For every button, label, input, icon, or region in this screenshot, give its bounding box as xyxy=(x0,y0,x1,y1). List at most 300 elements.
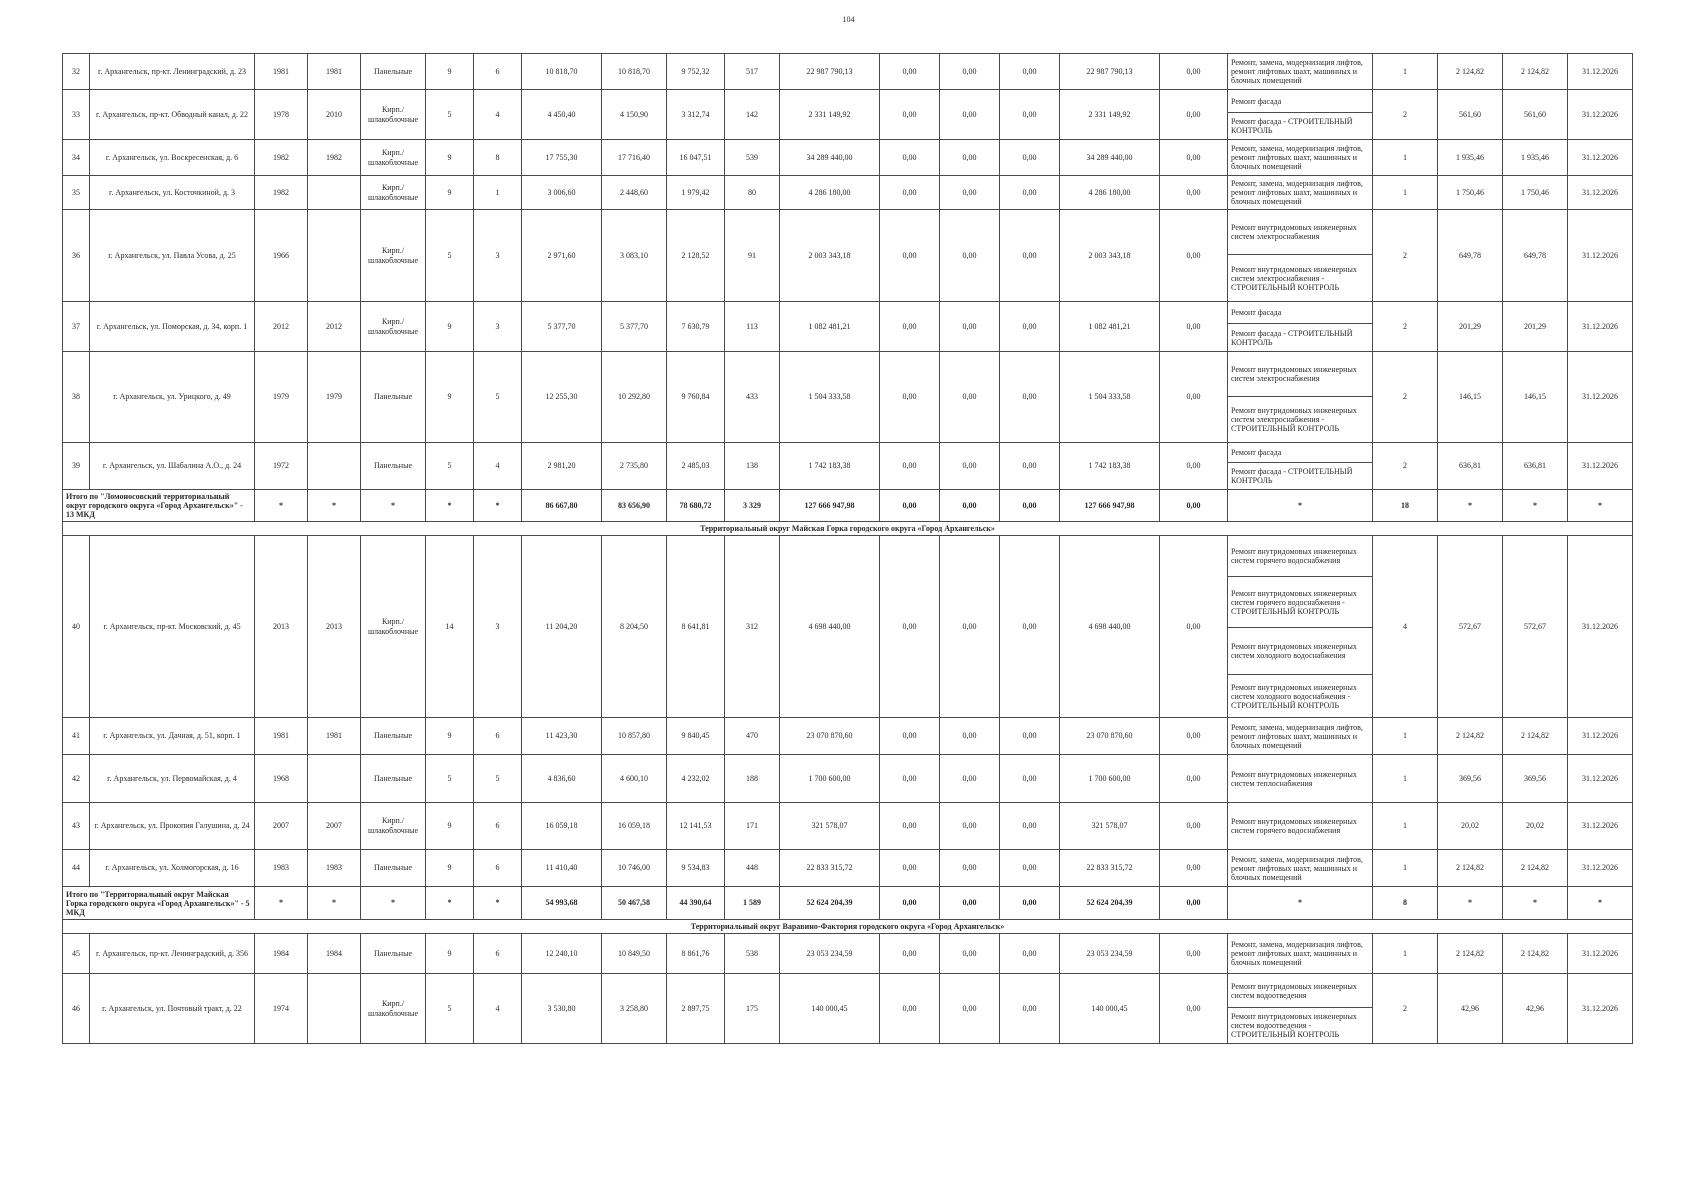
residents-cell: 433 xyxy=(725,352,780,443)
table-row xyxy=(63,176,1633,210)
n-works-cell: 1 xyxy=(1373,803,1438,850)
area-total-cell: 11 410,40 xyxy=(522,850,602,887)
unit-cost-cell: 1 935,46 xyxy=(1438,140,1503,176)
fund-c-cell: 0,00 xyxy=(1000,718,1060,755)
address-cell: г. Архангельск, ул. Косточкиной, д. 3 xyxy=(90,176,255,210)
n-works-cell: 8 xyxy=(1373,887,1438,920)
floors-cell: 5 xyxy=(426,755,474,803)
work-type-cell: Ремонт, замена, модернизация лифтов, ремонт лифтовых шахт, машинных и блочных помещений xyxy=(1228,140,1373,176)
fund-c-cell: 0,00 xyxy=(1000,974,1060,1044)
deadline-cell: 31.12.2026 xyxy=(1568,718,1633,755)
cost-other-cell: 0,00 xyxy=(1160,803,1228,850)
year-built-cell: 1981 xyxy=(255,718,308,755)
unit-cost-cell: 2 124,82 xyxy=(1438,934,1503,974)
cost-other-cell: 0,00 xyxy=(1160,718,1228,755)
residents-cell: 1 589 xyxy=(725,887,780,920)
floors-cell: 9 xyxy=(426,934,474,974)
fund-b-cell: 0,00 xyxy=(940,90,1000,140)
capital-repair-register-table xyxy=(62,53,1633,1044)
address-cell: г. Архангельск, ул. Поморская, д. 34, корп. 1 xyxy=(90,302,255,352)
deadline-cell: 31.12.2026 xyxy=(1568,974,1633,1044)
unit-max-cell: 146,15 xyxy=(1503,352,1568,443)
cost-owner-cell: 4 698 440,00 xyxy=(1060,536,1160,718)
cost-other-cell: 0,00 xyxy=(1160,934,1228,974)
cost-total-cell: 127 666 947,98 xyxy=(780,490,880,522)
deadline-cell: 31.12.2026 xyxy=(1568,934,1633,974)
wall-cell: Панельные xyxy=(361,54,426,90)
fund-a-cell: 0,00 xyxy=(880,850,940,887)
floors-cell: 14 xyxy=(426,536,474,718)
work-type-cell: Ремонт, замена, модернизация лифтов, ремонт лифтовых шахт, машинных и блочных помещений xyxy=(1228,54,1373,90)
cost-other-cell: 0,00 xyxy=(1160,176,1228,210)
fund-a-cell: 0,00 xyxy=(880,302,940,352)
unit-max-cell: 20,02 xyxy=(1503,803,1568,850)
fund-a-cell: 0,00 xyxy=(880,974,940,1044)
table-row xyxy=(63,803,1633,850)
fund-b-cell: 0,00 xyxy=(940,443,1000,490)
fund-a-cell: 0,00 xyxy=(880,803,940,850)
floors-cell: 9 xyxy=(426,54,474,90)
residents-cell: 113 xyxy=(725,302,780,352)
table-row xyxy=(63,974,1633,1008)
address-cell: г. Архангельск, пр-кт. Ленинградский, д. 356 xyxy=(90,934,255,974)
row-number: 43 xyxy=(63,803,90,850)
area-all-cell: 10 292,80 xyxy=(602,352,667,443)
entrances-cell: 4 xyxy=(474,974,522,1044)
year-reno-cell xyxy=(308,210,361,302)
wall-cell: Кирп./шлакоблочные xyxy=(361,210,426,302)
cost-other-cell: 0,00 xyxy=(1160,850,1228,887)
fund-a-cell: 0,00 xyxy=(880,90,940,140)
cost-total-cell: 2 331 149,92 xyxy=(780,90,880,140)
n-works-cell: 1 xyxy=(1373,755,1438,803)
address-cell: г. Архангельск, пр-кт. Московский, д. 45 xyxy=(90,536,255,718)
unit-cost-cell: 561,60 xyxy=(1438,90,1503,140)
unit-cost-cell: 20,02 xyxy=(1438,803,1503,850)
wall-cell: Панельные xyxy=(361,443,426,490)
n-works-cell: 2 xyxy=(1373,443,1438,490)
unit-cost-cell: * xyxy=(1438,887,1503,920)
cost-total-cell: 1 504 333,58 xyxy=(780,352,880,443)
address-cell: г. Архангельск, ул. Дачная, д. 51, корп. 1 xyxy=(90,718,255,755)
cost-total-cell: 2 003 343,18 xyxy=(780,210,880,302)
year-built-cell: 1982 xyxy=(255,140,308,176)
unit-max-cell: 561,60 xyxy=(1503,90,1568,140)
wall-cell: Панельные xyxy=(361,934,426,974)
year-reno-cell xyxy=(308,176,361,210)
fund-a-cell: 0,00 xyxy=(880,755,940,803)
fund-b-cell: 0,00 xyxy=(940,803,1000,850)
area-total-cell: 4 450,40 xyxy=(522,90,602,140)
cost-owner-cell: 23 070 870,60 xyxy=(1060,718,1160,755)
area-living-cell: 9 752,32 xyxy=(667,54,725,90)
unit-max-cell: 2 124,82 xyxy=(1503,934,1568,974)
page-number: 104 xyxy=(842,15,855,24)
work-type-cell: Ремонт фасада - СТРОИТЕЛЬНЫЙ КОНТРОЛЬ xyxy=(1228,113,1373,140)
n-works-cell: 2 xyxy=(1373,302,1438,352)
register-body xyxy=(63,54,1633,1044)
cost-owner-cell: 1 082 481,21 xyxy=(1060,302,1160,352)
wall-cell: Кирп./шлакоблочные xyxy=(361,90,426,140)
fund-b-cell: 0,00 xyxy=(940,140,1000,176)
year-reno-cell: * xyxy=(308,887,361,920)
cost-total-cell: 22 987 790,13 xyxy=(780,54,880,90)
address-cell: г. Архангельск, пр-кт. Ленинградский, д. 23 xyxy=(90,54,255,90)
row-number: 35 xyxy=(63,176,90,210)
cost-other-cell: 0,00 xyxy=(1160,352,1228,443)
area-total-cell: 11 423,30 xyxy=(522,718,602,755)
work-type-cell: Ремонт фасада - СТРОИТЕЛЬНЫЙ КОНТРОЛЬ xyxy=(1228,324,1373,352)
table-row xyxy=(63,536,1633,577)
address-cell: г. Архангельск, ул. Павла Усова, д. 25 xyxy=(90,210,255,302)
floors-cell: 9 xyxy=(426,803,474,850)
fund-c-cell: 0,00 xyxy=(1000,755,1060,803)
deadline-cell: 31.12.2026 xyxy=(1568,302,1633,352)
year-reno-cell: 1984 xyxy=(308,934,361,974)
year-reno-cell: 1981 xyxy=(308,718,361,755)
cost-total-cell: 23 053 234,59 xyxy=(780,934,880,974)
fund-a-cell: 0,00 xyxy=(880,352,940,443)
area-all-cell: 10 818,70 xyxy=(602,54,667,90)
fund-a-cell: 0,00 xyxy=(880,210,940,302)
year-reno-cell xyxy=(308,974,361,1044)
wall-cell: Кирп./шлакоблочные xyxy=(361,803,426,850)
area-total-cell: 2 981,20 xyxy=(522,443,602,490)
area-all-cell: 10 857,80 xyxy=(602,718,667,755)
fund-c-cell: 0,00 xyxy=(1000,887,1060,920)
deadline-cell: 31.12.2026 xyxy=(1568,803,1633,850)
n-works-cell: 1 xyxy=(1373,176,1438,210)
deadline-cell: * xyxy=(1568,490,1633,522)
cost-total-cell: 52 624 204,39 xyxy=(780,887,880,920)
total-label: Итого по "Территориальный округ Майская Горка городского округа «Город Архангельск»" - 5 МКД xyxy=(63,887,255,920)
row-number: 41 xyxy=(63,718,90,755)
fund-b-cell: 0,00 xyxy=(940,718,1000,755)
cost-owner-cell: 321 578,07 xyxy=(1060,803,1160,850)
cost-other-cell: 0,00 xyxy=(1160,974,1228,1044)
row-number: 34 xyxy=(63,140,90,176)
year-built-cell: 2007 xyxy=(255,803,308,850)
floors-cell: 5 xyxy=(426,90,474,140)
unit-max-cell: 369,56 xyxy=(1503,755,1568,803)
area-total-cell: 12 240,10 xyxy=(522,934,602,974)
wall-cell: Панельные xyxy=(361,718,426,755)
floors-cell: 9 xyxy=(426,176,474,210)
cost-other-cell: 0,00 xyxy=(1160,887,1228,920)
fund-b-cell: 0,00 xyxy=(940,974,1000,1044)
unit-max-cell: 1 750,46 xyxy=(1503,176,1568,210)
row-number: 39 xyxy=(63,443,90,490)
area-all-cell: 50 467,58 xyxy=(602,887,667,920)
address-cell: г. Архангельск, ул. Первомайская, д. 4 xyxy=(90,755,255,803)
fund-b-cell: 0,00 xyxy=(940,176,1000,210)
cost-owner-cell: 22 987 790,13 xyxy=(1060,54,1160,90)
year-built-cell: 1983 xyxy=(255,850,308,887)
work-type-cell: Ремонт внутридомовых инженерных систем теплоснабжения xyxy=(1228,755,1373,803)
deadline-cell: 31.12.2026 xyxy=(1568,352,1633,443)
wall-cell: Панельные xyxy=(361,352,426,443)
cost-other-cell: 0,00 xyxy=(1160,140,1228,176)
cost-other-cell: 0,00 xyxy=(1160,54,1228,90)
unit-max-cell: 2 124,82 xyxy=(1503,850,1568,887)
year-built-cell: 2012 xyxy=(255,302,308,352)
area-total-cell: 12 255,30 xyxy=(522,352,602,443)
area-total-cell: 5 377,70 xyxy=(522,302,602,352)
district-header-row xyxy=(63,522,1633,536)
wall-cell: Кирп./шлакоблочные xyxy=(361,536,426,718)
fund-a-cell: 0,00 xyxy=(880,934,940,974)
wall-cell: Панельные xyxy=(361,755,426,803)
area-all-cell: 3 258,80 xyxy=(602,974,667,1044)
address-cell: г. Архангельск, ул. Урицкого, д. 49 xyxy=(90,352,255,443)
fund-c-cell: 0,00 xyxy=(1000,90,1060,140)
residents-cell: 80 xyxy=(725,176,780,210)
area-living-cell: 2 128,52 xyxy=(667,210,725,302)
cost-other-cell: 0,00 xyxy=(1160,302,1228,352)
total-row xyxy=(63,490,1633,522)
deadline-cell: 31.12.2026 xyxy=(1568,140,1633,176)
cost-total-cell: 1 082 481,21 xyxy=(780,302,880,352)
cost-total-cell: 321 578,07 xyxy=(780,803,880,850)
area-living-cell: 9 534,83 xyxy=(667,850,725,887)
cost-other-cell: 0,00 xyxy=(1160,536,1228,718)
floors-cell: 9 xyxy=(426,140,474,176)
area-living-cell: 2 485,03 xyxy=(667,443,725,490)
district-header-row xyxy=(63,920,1633,934)
cost-total-cell: 140 000,45 xyxy=(780,974,880,1044)
area-living-cell: 3 312,74 xyxy=(667,90,725,140)
floors-cell: 9 xyxy=(426,302,474,352)
year-built-cell: 1984 xyxy=(255,934,308,974)
work-type-cell: Ремонт внутридомовых инженерных систем водоотведения xyxy=(1228,974,1373,1008)
wall-cell: Кирп./шлакоблочные xyxy=(361,176,426,210)
table-row xyxy=(63,302,1633,324)
wall-cell: * xyxy=(361,887,426,920)
work-type-cell: Ремонт, замена, модернизация лифтов, ремонт лифтовых шахт, машинных и блочных помещений xyxy=(1228,718,1373,755)
fund-b-cell: 0,00 xyxy=(940,352,1000,443)
address-cell: г. Архангельск, ул. Прокопия Галушина, д. 24 xyxy=(90,803,255,850)
work-type-cell: Ремонт фасада - СТРОИТЕЛЬНЫЙ КОНТРОЛЬ xyxy=(1228,463,1373,490)
table-row xyxy=(63,443,1633,463)
area-living-cell: 7 630,79 xyxy=(667,302,725,352)
deadline-cell: 31.12.2026 xyxy=(1568,90,1633,140)
row-number: 38 xyxy=(63,352,90,443)
work-type-cell: Ремонт внутридомовых инженерных систем холодного водоснабжения xyxy=(1228,628,1373,675)
area-all-cell: 10 849,50 xyxy=(602,934,667,974)
entrances-cell: 6 xyxy=(474,934,522,974)
residents-cell: 448 xyxy=(725,850,780,887)
year-reno-cell: 2012 xyxy=(308,302,361,352)
entrances-cell: 4 xyxy=(474,443,522,490)
year-reno-cell xyxy=(308,755,361,803)
work-type-cell: Ремонт, замена, модернизация лифтов, ремонт лифтовых шахт, машинных и блочных помещений xyxy=(1228,176,1373,210)
cost-total-cell: 4 286 180,00 xyxy=(780,176,880,210)
area-all-cell: 83 656,90 xyxy=(602,490,667,522)
area-total-cell: 10 818,70 xyxy=(522,54,602,90)
area-total-cell: 3 530,80 xyxy=(522,974,602,1044)
entrances-cell: 8 xyxy=(474,140,522,176)
entrances-cell: 5 xyxy=(474,352,522,443)
area-all-cell: 2 735,80 xyxy=(602,443,667,490)
entrances-cell: 3 xyxy=(474,302,522,352)
deadline-cell: 31.12.2026 xyxy=(1568,176,1633,210)
fund-a-cell: 0,00 xyxy=(880,443,940,490)
area-total-cell: 86 667,80 xyxy=(522,490,602,522)
deadline-cell: 31.12.2026 xyxy=(1568,210,1633,302)
unit-cost-cell: 636,81 xyxy=(1438,443,1503,490)
fund-c-cell: 0,00 xyxy=(1000,803,1060,850)
fund-c-cell: 0,00 xyxy=(1000,934,1060,974)
residents-cell: 3 329 xyxy=(725,490,780,522)
year-built-cell: 1966 xyxy=(255,210,308,302)
year-reno-cell: 2007 xyxy=(308,803,361,850)
row-number: 45 xyxy=(63,934,90,974)
area-all-cell: 4 600,10 xyxy=(602,755,667,803)
unit-cost-cell: 42,96 xyxy=(1438,974,1503,1044)
address-cell: г. Архангельск, ул. Холмогорская, д. 16 xyxy=(90,850,255,887)
residents-cell: 188 xyxy=(725,755,780,803)
n-works-cell: 2 xyxy=(1373,974,1438,1044)
n-works-cell: 2 xyxy=(1373,210,1438,302)
wall-cell: Кирп./шлакоблочные xyxy=(361,140,426,176)
table-row xyxy=(63,352,1633,397)
entrances-cell: 6 xyxy=(474,850,522,887)
cost-owner-cell: 1 504 333,58 xyxy=(1060,352,1160,443)
year-reno-cell: 1982 xyxy=(308,140,361,176)
fund-c-cell: 0,00 xyxy=(1000,176,1060,210)
fund-b-cell: 0,00 xyxy=(940,54,1000,90)
unit-max-cell: 649,78 xyxy=(1503,210,1568,302)
n-works-cell: 1 xyxy=(1373,54,1438,90)
area-living-cell: 8 861,76 xyxy=(667,934,725,974)
unit-cost-cell: 369,56 xyxy=(1438,755,1503,803)
floors-cell: * xyxy=(426,887,474,920)
entrances-cell: 5 xyxy=(474,755,522,803)
unit-cost-cell: 2 124,82 xyxy=(1438,54,1503,90)
area-all-cell: 10 746,00 xyxy=(602,850,667,887)
fund-c-cell: 0,00 xyxy=(1000,54,1060,90)
fund-c-cell: 0,00 xyxy=(1000,140,1060,176)
area-all-cell: 3 083,10 xyxy=(602,210,667,302)
area-living-cell: 9 840,45 xyxy=(667,718,725,755)
area-living-cell: 12 141,53 xyxy=(667,803,725,850)
entrances-cell: * xyxy=(474,490,522,522)
fund-c-cell: 0,00 xyxy=(1000,302,1060,352)
area-all-cell: 8 204,50 xyxy=(602,536,667,718)
floors-cell: 5 xyxy=(426,443,474,490)
row-number: 33 xyxy=(63,90,90,140)
residents-cell: 171 xyxy=(725,803,780,850)
year-reno-cell: 2013 xyxy=(308,536,361,718)
unit-max-cell: * xyxy=(1503,490,1568,522)
cost-total-cell: 1 742 183,38 xyxy=(780,443,880,490)
area-living-cell: 8 641,81 xyxy=(667,536,725,718)
cost-owner-cell: 23 053 234,59 xyxy=(1060,934,1160,974)
row-number: 44 xyxy=(63,850,90,887)
year-reno-cell: * xyxy=(308,490,361,522)
year-reno-cell: 2010 xyxy=(308,90,361,140)
entrances-cell: 3 xyxy=(474,536,522,718)
deadline-cell: 31.12.2026 xyxy=(1568,443,1633,490)
address-cell: г. Архангельск, ул. Почтовый тракт, д. 22 xyxy=(90,974,255,1044)
cost-other-cell: 0,00 xyxy=(1160,755,1228,803)
year-built-cell: 1981 xyxy=(255,54,308,90)
work-type-cell: Ремонт внутридомовых инженерных систем электроснабжения xyxy=(1228,352,1373,397)
unit-max-cell: * xyxy=(1503,887,1568,920)
fund-a-cell: 0,00 xyxy=(880,536,940,718)
unit-max-cell: 572,67 xyxy=(1503,536,1568,718)
district-title: Территориальный округ Майская Горка городского округа «Город Архангельск» xyxy=(63,522,1633,536)
area-total-cell: 17 755,30 xyxy=(522,140,602,176)
residents-cell: 142 xyxy=(725,90,780,140)
n-works-cell: 4 xyxy=(1373,536,1438,718)
floors-cell: 9 xyxy=(426,352,474,443)
total-row xyxy=(63,887,1633,920)
fund-b-cell: 0,00 xyxy=(940,490,1000,522)
entrances-cell: 3 xyxy=(474,210,522,302)
work-type-cell: Ремонт, замена, модернизация лифтов, ремонт лифтовых шахт, машинных и блочных помещений xyxy=(1228,850,1373,887)
residents-cell: 138 xyxy=(725,443,780,490)
deadline-cell: 31.12.2026 xyxy=(1568,755,1633,803)
unit-max-cell: 201,29 xyxy=(1503,302,1568,352)
cost-owner-cell: 1 742 183,38 xyxy=(1060,443,1160,490)
n-works-cell: 18 xyxy=(1373,490,1438,522)
work-type-cell: Ремонт внутридомовых инженерных систем горячего водоснабжения - СТРОИТЕЛЬНЫЙ КОНТРОЛЬ xyxy=(1228,577,1373,628)
year-built-cell: 1982 xyxy=(255,176,308,210)
deadline-cell: 31.12.2026 xyxy=(1568,850,1633,887)
fund-b-cell: 0,00 xyxy=(940,934,1000,974)
unit-cost-cell: 572,67 xyxy=(1438,536,1503,718)
area-total-cell: 54 993,68 xyxy=(522,887,602,920)
entrances-cell: 6 xyxy=(474,803,522,850)
unit-max-cell: 2 124,82 xyxy=(1503,718,1568,755)
unit-max-cell: 2 124,82 xyxy=(1503,54,1568,90)
unit-max-cell: 636,81 xyxy=(1503,443,1568,490)
deadline-cell: * xyxy=(1568,887,1633,920)
row-number: 42 xyxy=(63,755,90,803)
floors-cell: * xyxy=(426,490,474,522)
address-cell: г. Архангельск, ул. Шабалина А.О., д. 24 xyxy=(90,443,255,490)
residents-cell: 175 xyxy=(725,974,780,1044)
fund-c-cell: 0,00 xyxy=(1000,850,1060,887)
cost-owner-cell: 140 000,45 xyxy=(1060,974,1160,1044)
fund-a-cell: 0,00 xyxy=(880,176,940,210)
year-reno-cell xyxy=(308,443,361,490)
row-number: 32 xyxy=(63,54,90,90)
area-total-cell: 2 971,60 xyxy=(522,210,602,302)
fund-a-cell: 0,00 xyxy=(880,140,940,176)
cost-total-cell: 34 289 440,00 xyxy=(780,140,880,176)
residents-cell: 470 xyxy=(725,718,780,755)
fund-a-cell: 0,00 xyxy=(880,887,940,920)
table-row xyxy=(63,934,1633,974)
area-living-cell: 4 232,02 xyxy=(667,755,725,803)
fund-c-cell: 0,00 xyxy=(1000,536,1060,718)
n-works-cell: 1 xyxy=(1373,850,1438,887)
table-row xyxy=(63,90,1633,113)
fund-c-cell: 0,00 xyxy=(1000,490,1060,522)
floors-cell: 9 xyxy=(426,850,474,887)
residents-cell: 312 xyxy=(725,536,780,718)
year-built-cell: 2013 xyxy=(255,536,308,718)
n-works-cell: 2 xyxy=(1373,90,1438,140)
area-all-cell: 17 716,40 xyxy=(602,140,667,176)
n-works-cell: 1 xyxy=(1373,140,1438,176)
fund-a-cell: 0,00 xyxy=(880,490,940,522)
area-total-cell: 11 204,20 xyxy=(522,536,602,718)
unit-cost-cell: * xyxy=(1438,490,1503,522)
table-row xyxy=(63,755,1633,803)
